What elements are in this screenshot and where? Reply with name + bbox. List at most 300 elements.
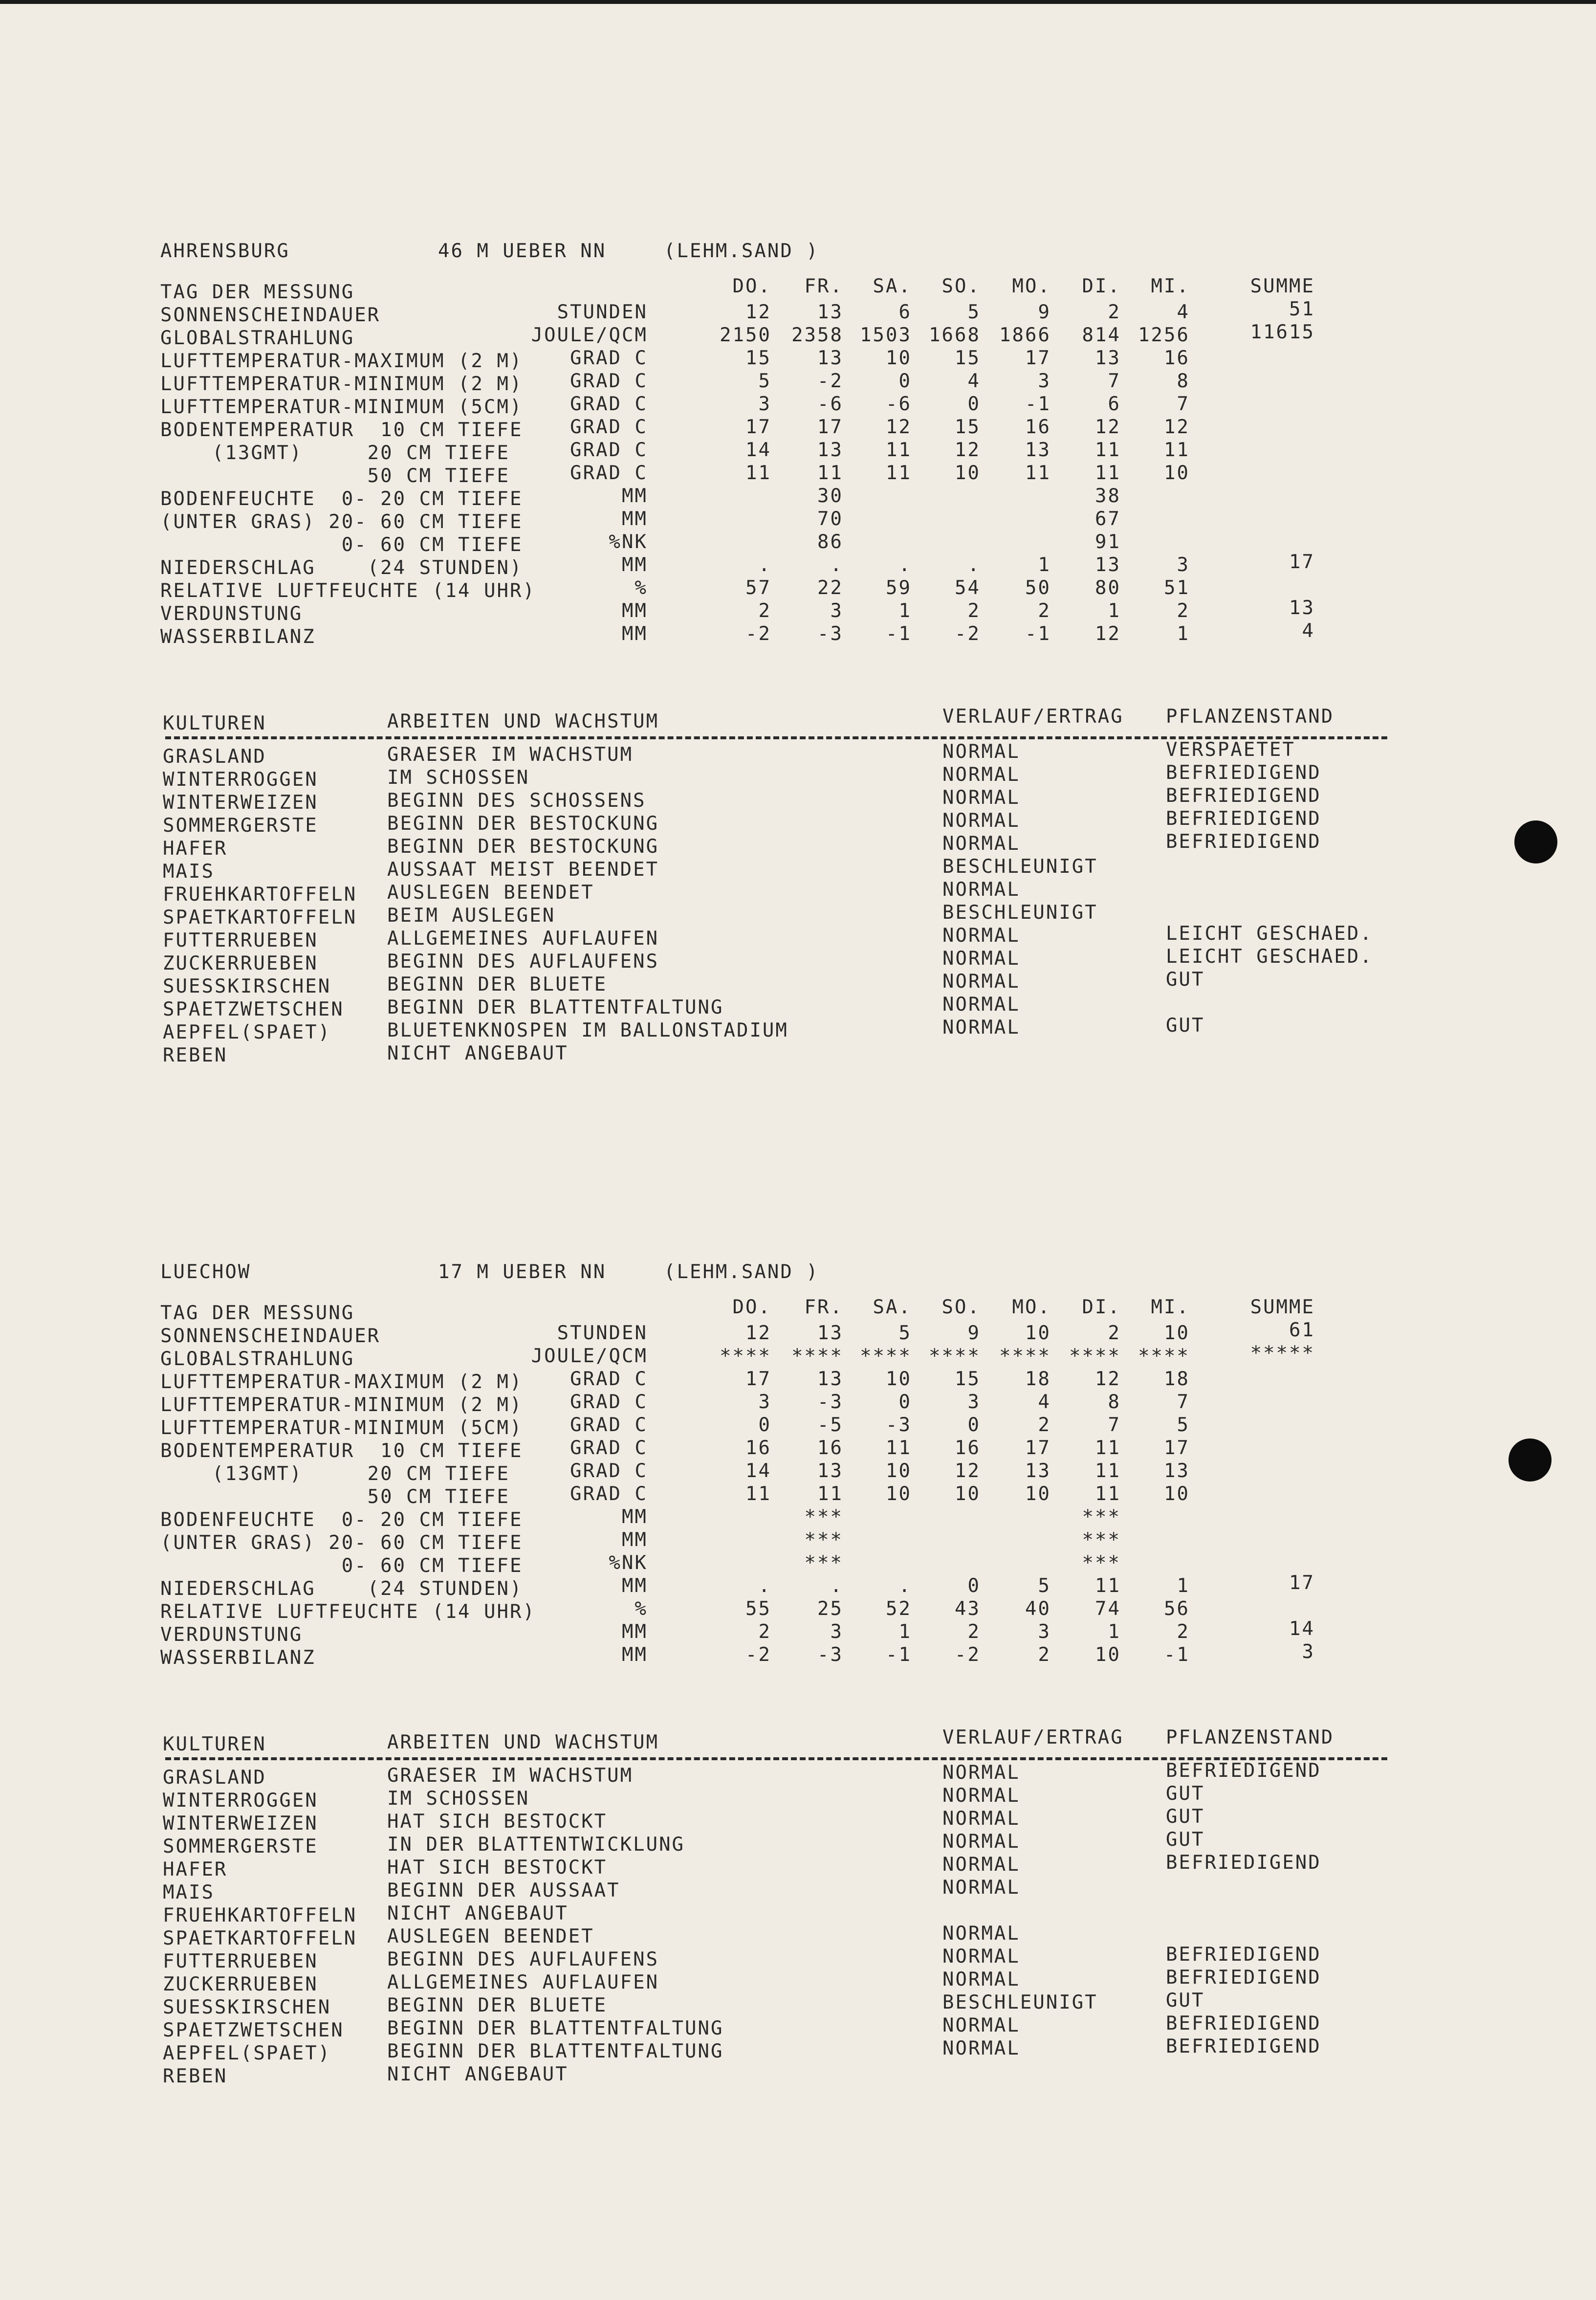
crop-name: GRASLAND: [163, 1767, 266, 1789]
measure-value: ***: [1082, 1506, 1121, 1528]
measure-label: 50 CM TIEFE: [160, 465, 510, 487]
punch-hole-upper: [1514, 820, 1557, 863]
measure-value: ****: [1069, 1345, 1121, 1367]
measure-value: -2: [955, 1644, 981, 1666]
crop-course: BESCHLEUNIGT: [942, 856, 1098, 878]
measure-value: 10: [886, 1368, 912, 1390]
crop-state: GUT: [1166, 1015, 1205, 1037]
crop-state: GUT: [1166, 1783, 1205, 1805]
measure-value: 11: [817, 462, 843, 484]
measure-label: NIEDERSCHLAG (24 STUNDEN): [160, 1578, 523, 1600]
measure-value: 12: [955, 1460, 981, 1482]
crop-state: GUT: [1166, 1829, 1205, 1851]
measure-label: WASSERBILANZ: [160, 626, 316, 648]
measure-value: 1: [1038, 554, 1051, 576]
crop-name: SPAETKARTOFFELN: [163, 1927, 357, 1949]
measure-value: 10: [1025, 1483, 1051, 1505]
measure-value: 7: [1177, 393, 1190, 415]
measure-value: 17: [745, 1368, 771, 1390]
measure-value: 25: [817, 1598, 843, 1620]
crop-work: BEGINN DER BLUETE: [387, 1994, 608, 2016]
measure-value: .: [830, 1575, 843, 1597]
crop-work: NICHT ANGEBAUT: [387, 1902, 568, 1924]
measure-value: .: [758, 1575, 771, 1597]
measure-value: 3: [1038, 370, 1051, 392]
measure-value: 10: [886, 1483, 912, 1505]
measure-value: 30: [817, 485, 843, 507]
measure-value: 3: [967, 1391, 981, 1413]
measure-value: 2: [1038, 1414, 1051, 1436]
measure-value: 3: [758, 393, 771, 415]
measure-value: 40: [1025, 1598, 1051, 1620]
measure-value: ***: [804, 1552, 843, 1574]
crop-work: GRAESER IM WACHSTUM: [387, 1765, 634, 1787]
measure-sum: 17: [1289, 551, 1315, 573]
measure-value: 11: [745, 1483, 771, 1505]
day-header: DI.: [1082, 1296, 1121, 1318]
measure-value: 0: [967, 1414, 981, 1436]
crop-name: SPAETZWETSCHEN: [163, 2019, 344, 2041]
measure-value: 11: [886, 439, 912, 461]
measure-unit: GRAD C: [570, 416, 648, 438]
measure-value: 9: [967, 1322, 981, 1344]
day-header: DO.: [732, 275, 771, 297]
measure-value: 16: [745, 1437, 771, 1459]
crop-name: HAFER: [163, 838, 228, 860]
measure-value: -2: [817, 370, 843, 392]
crop-state: BEFRIEDIGEND: [1166, 2035, 1321, 2057]
measure-label: (UNTER GRAS) 20- 60 CM TIEFE: [160, 511, 523, 533]
measure-value: 2: [1038, 600, 1051, 622]
measure-value: 7: [1108, 1414, 1121, 1436]
measure-label: WASSERBILANZ: [160, 1647, 316, 1669]
measure-value: -3: [817, 1644, 843, 1666]
measure-label: RELATIVE LUFTFEUCHTE (14 UHR): [160, 580, 536, 602]
crop-work: IM SCHOSSEN: [387, 767, 530, 789]
measure-value: 10: [1164, 1483, 1190, 1505]
measure-value: 16: [817, 1437, 843, 1459]
crop-state: LEICHT GESCHAED.: [1166, 923, 1373, 945]
crop-name: SOMMERGERSTE: [163, 1836, 318, 1858]
measure-value: -2: [745, 623, 771, 645]
measure-value: 52: [886, 1598, 912, 1620]
measure-value: 2: [758, 1621, 771, 1643]
measure-value: 10: [1025, 1322, 1051, 1344]
measure-unit: MM: [622, 1621, 648, 1643]
crop-state: BEFRIEDIGEND: [1166, 1760, 1321, 1782]
measure-unit: GRAD C: [570, 439, 648, 461]
measure-value: 12: [955, 439, 981, 461]
measure-label: NIEDERSCHLAG (24 STUNDEN): [160, 557, 523, 579]
measure-unit: MM: [622, 1575, 648, 1597]
measure-value: 38: [1095, 485, 1121, 507]
measure-label: (13GMT) 20 CM TIEFE: [160, 442, 510, 464]
measure-label: BODENFEUCHTE 0- 20 CM TIEFE: [160, 488, 523, 510]
measure-unit: MM: [622, 508, 648, 530]
measure-value: .: [967, 554, 981, 576]
measure-unit: GRAD C: [570, 1414, 648, 1436]
measure-sum: 3: [1302, 1641, 1315, 1663]
crop-work: BEGINN DER BESTOCKUNG: [387, 836, 659, 858]
measure-label: SONNENSCHEINDAUER: [160, 1325, 381, 1347]
measure-value: 3: [1038, 1621, 1051, 1643]
measure-value: 11: [745, 462, 771, 484]
measure-value: ****: [999, 1345, 1051, 1367]
measure-sum: 4: [1302, 620, 1315, 642]
day-header: FR.: [804, 1296, 843, 1318]
measure-value: ****: [791, 1345, 843, 1367]
measure-value: 9: [1038, 301, 1051, 323]
crop-name: FRUEHKARTOFFELN: [163, 884, 357, 906]
measure-value: 3: [830, 1621, 843, 1643]
measure-value: 5: [758, 370, 771, 392]
measure-value: ****: [860, 1345, 912, 1367]
measure-unit: %NK: [609, 1552, 648, 1574]
measure-value: 5: [1038, 1575, 1051, 1597]
crop-name: REBEN: [163, 2065, 228, 2087]
measure-value: 814: [1082, 324, 1121, 346]
crop-name: AEPFEL(SPAET): [163, 1021, 331, 1043]
measure-value: 15: [955, 416, 981, 438]
day-header: MO.: [1012, 1296, 1051, 1318]
day-header: SA.: [873, 1296, 912, 1318]
measure-unit: %NK: [609, 531, 648, 553]
measure-value: 11: [1095, 1575, 1121, 1597]
measure-value: .: [898, 554, 912, 576]
measure-value: 11: [1095, 1437, 1121, 1459]
measure-label: TAG DER MESSUNG: [160, 1302, 355, 1324]
crop-work: BEGINN DER BLATTENTFALTUNG: [387, 2017, 724, 2039]
measure-value: 6: [1108, 393, 1121, 415]
measure-value: 2: [758, 600, 771, 622]
measure-unit: MM: [622, 1529, 648, 1551]
crop-work: BEIM AUSLEGEN: [387, 905, 556, 927]
measure-value: 14: [745, 1460, 771, 1482]
measure-value: 80: [1095, 577, 1121, 599]
measure-value: 18: [1025, 1368, 1051, 1390]
measure-value: ****: [720, 1345, 771, 1367]
crop-name: ZUCKERRUEBEN: [163, 1973, 318, 1995]
measure-label: GLOBALSTRAHLUNG: [160, 1348, 355, 1370]
station-altitude: 17 M UEBER NN: [438, 1261, 607, 1283]
crop-name: WINTERROGGEN: [163, 1790, 318, 1812]
measure-value: 11: [817, 1483, 843, 1505]
measure-value: 5: [1177, 1414, 1190, 1436]
measure-value: ***: [1082, 1529, 1121, 1551]
crop-name: MAIS: [163, 861, 215, 883]
measure-value: 1: [1108, 1621, 1121, 1643]
crop-name: REBEN: [163, 1044, 228, 1066]
crop-course: NORMAL: [942, 810, 1020, 832]
measure-value: 4: [1177, 301, 1190, 323]
measure-value: 16: [1025, 416, 1051, 438]
measure-value: 2: [1038, 1644, 1051, 1666]
crop-state: VERSPAETET: [1166, 739, 1295, 761]
measure-value: ***: [804, 1506, 843, 1528]
crop-name: HAFER: [163, 1858, 228, 1880]
measure-value: 12: [1095, 416, 1121, 438]
measure-unit: STUNDEN: [557, 301, 648, 323]
day-header: DI.: [1082, 275, 1121, 297]
measure-value: -2: [745, 1644, 771, 1666]
crop-work: BEGINN DER BLUETE: [387, 973, 608, 995]
measure-label: VERDUNSTUNG: [160, 603, 303, 625]
measure-value: 15: [745, 347, 771, 369]
measure-value: -1: [886, 1644, 912, 1666]
measure-value: 1: [1177, 1575, 1190, 1597]
measure-unit: MM: [622, 600, 648, 622]
measure-value: -6: [886, 393, 912, 415]
measure-value: 1668: [929, 324, 981, 346]
measure-unit: STUNDEN: [557, 1322, 648, 1344]
crop-course: BESCHLEUNIGT: [942, 902, 1098, 924]
measure-label: LUFTTEMPERATUR-MINIMUM (5CM): [160, 396, 523, 418]
measure-value: 17: [745, 416, 771, 438]
measure-value: -1: [1025, 393, 1051, 415]
crop-state: BEFRIEDIGEND: [1166, 831, 1321, 853]
crop-course: NORMAL: [942, 948, 1020, 970]
measure-value: -6: [817, 393, 843, 415]
measure-sum: 14: [1289, 1618, 1315, 1640]
crops-header-stand: PFLANZENSTAND: [1166, 706, 1334, 728]
measure-value: 0: [967, 393, 981, 415]
crop-work: GRAESER IM WACHSTUM: [387, 744, 634, 766]
crop-name: WINTERWEIZEN: [163, 792, 318, 814]
crop-course: NORMAL: [942, 2037, 1020, 2059]
measure-unit: MM: [622, 485, 648, 507]
punch-hole-lower: [1509, 1438, 1552, 1482]
measure-value: 1866: [999, 324, 1051, 346]
crop-name: SOMMERGERSTE: [163, 815, 318, 837]
measure-label: (13GMT) 20 CM TIEFE: [160, 1463, 510, 1485]
measure-value: 6: [898, 301, 912, 323]
crop-course: NORMAL: [942, 1017, 1020, 1039]
measure-value: 5: [898, 1322, 912, 1344]
measure-value: 10: [1164, 462, 1190, 484]
day-header: DO.: [732, 1296, 771, 1318]
measure-value: 3: [758, 1391, 771, 1413]
measure-value: 11: [1095, 1460, 1121, 1482]
crop-course: NORMAL: [942, 1808, 1020, 1830]
day-header: MI.: [1151, 1296, 1190, 1318]
crops-header-arbeiten: ARBEITEN UND WACHSTUM: [387, 710, 659, 732]
measure-unit: GRAD C: [570, 1368, 648, 1390]
measure-value: .: [830, 554, 843, 576]
crop-work: BEGINN DER BLATTENTFALTUNG: [387, 2040, 724, 2062]
measure-unit: MM: [622, 1506, 648, 1528]
measure-value: 13: [817, 1460, 843, 1482]
measure-value: 10: [1095, 1644, 1121, 1666]
measure-value: 1256: [1138, 324, 1190, 346]
measure-value: 17: [817, 416, 843, 438]
crop-work: ALLGEMEINES AUFLAUFEN: [387, 928, 659, 950]
measure-value: -3: [886, 1414, 912, 1436]
crops-header-stand: PFLANZENSTAND: [1166, 1726, 1334, 1748]
crop-work: BEGINN DES AUFLAUFENS: [387, 1948, 659, 1970]
measure-value: 2358: [791, 324, 843, 346]
measure-value: ****: [1138, 1345, 1190, 1367]
crop-course: BESCHLEUNIGT: [942, 1991, 1098, 2013]
measure-value: 10: [886, 347, 912, 369]
day-header: MI.: [1151, 275, 1190, 297]
crop-state: LEICHT GESCHAED.: [1166, 946, 1373, 968]
crop-name: WINTERWEIZEN: [163, 1813, 318, 1835]
measure-value: 2: [1108, 301, 1121, 323]
station-soil-type: (LEHM.SAND ): [664, 1261, 819, 1283]
crop-work: AUSLEGEN BEENDET: [387, 882, 594, 904]
measure-value: .: [758, 554, 771, 576]
measure-value: 2: [967, 600, 981, 622]
measure-value: 16: [955, 1437, 981, 1459]
measure-value: 12: [745, 1322, 771, 1344]
measure-value: 2: [1108, 1322, 1121, 1344]
crop-state: BEFRIEDIGEND: [1166, 1944, 1321, 1966]
measure-value: 10: [1164, 1322, 1190, 1344]
crop-name: ZUCKERRUEBEN: [163, 952, 318, 974]
crop-course: NORMAL: [942, 1831, 1020, 1853]
crop-work: IM SCHOSSEN: [387, 1788, 530, 1810]
crop-name: FUTTERRUEBEN: [163, 1950, 318, 1972]
crop-name: SUESSKIRSCHEN: [163, 975, 331, 997]
measure-value: 15: [955, 1368, 981, 1390]
measure-value: 55: [745, 1598, 771, 1620]
crop-name: SUESSKIRSCHEN: [163, 1996, 331, 2018]
measure-value: -3: [817, 1391, 843, 1413]
crop-name: SPAETKARTOFFELN: [163, 907, 357, 929]
measure-unit: GRAD C: [570, 347, 648, 369]
measure-unit: GRAD C: [570, 393, 648, 415]
measure-value: 11: [1025, 462, 1051, 484]
station-name: LUECHOW: [160, 1261, 251, 1283]
crop-state: BEFRIEDIGEND: [1166, 808, 1321, 830]
measure-value: 11: [1095, 462, 1121, 484]
crops-header-verlauf: VERLAUF/ERTRAG: [942, 706, 1124, 728]
measure-value: 13: [817, 439, 843, 461]
measure-value: 16: [1164, 347, 1190, 369]
sum-header: SUMME: [1250, 275, 1315, 297]
measure-unit: GRAD C: [570, 370, 648, 392]
measure-value: -3: [817, 623, 843, 645]
measure-value: 4: [1038, 1391, 1051, 1413]
crop-course: NORMAL: [942, 1785, 1020, 1807]
measure-value: 13: [1164, 1460, 1190, 1482]
measure-value: 10: [955, 1483, 981, 1505]
measure-sum: 11615: [1250, 321, 1315, 343]
crop-course: NORMAL: [942, 787, 1020, 809]
crop-course: NORMAL: [942, 879, 1020, 901]
measure-label: LUFTTEMPERATUR-MINIMUM (2 M): [160, 373, 523, 395]
measure-value: 1: [1108, 600, 1121, 622]
measure-value: -2: [955, 623, 981, 645]
measure-value: 5: [967, 301, 981, 323]
crop-work: HAT SICH BESTOCKT: [387, 1857, 608, 1879]
crop-work: IN DER BLATTENTWICKLUNG: [387, 1834, 685, 1856]
station-altitude: 46 M UEBER NN: [438, 240, 607, 262]
crop-course: NORMAL: [942, 971, 1020, 993]
crop-state: BEFRIEDIGEND: [1166, 762, 1321, 784]
measure-unit: %: [634, 1598, 648, 1620]
measure-value: 1503: [860, 324, 912, 346]
measure-unit: MM: [622, 1644, 648, 1666]
measure-unit: JOULE/QCM: [531, 324, 648, 346]
measure-value: 54: [955, 577, 981, 599]
measure-value: 13: [817, 1368, 843, 1390]
measure-value: 0: [967, 1575, 981, 1597]
measure-label: BODENTEMPERATUR 10 CM TIEFE: [160, 419, 523, 441]
measure-sum: 51: [1289, 298, 1315, 320]
crop-course: NORMAL: [942, 1923, 1020, 1945]
crop-name: GRASLAND: [163, 746, 266, 768]
measure-value: 10: [955, 462, 981, 484]
measure-value: 17: [1025, 347, 1051, 369]
crop-name: SPAETZWETSCHEN: [163, 998, 344, 1020]
measure-value: 11: [1095, 1483, 1121, 1505]
measure-unit: MM: [622, 623, 648, 645]
measure-value: 11: [886, 462, 912, 484]
crop-course: NORMAL: [942, 833, 1020, 855]
measure-value: 1: [1177, 623, 1190, 645]
measure-value: 12: [1095, 1368, 1121, 1390]
crops-header-verlauf: VERLAUF/ERTRAG: [942, 1726, 1124, 1748]
measure-value: 74: [1095, 1598, 1121, 1620]
crop-course: NORMAL: [942, 925, 1020, 947]
crop-work: BEGINN DER AUSSAAT: [387, 1880, 620, 1902]
crop-course: NORMAL: [942, 1968, 1020, 1990]
measure-label: LUFTTEMPERATUR-MINIMUM (2 M): [160, 1394, 523, 1416]
measure-sum: 13: [1289, 597, 1315, 619]
crop-course: NORMAL: [942, 1946, 1020, 1968]
crop-work: BEGINN DER BLATTENTFALTUNG: [387, 996, 724, 1018]
measure-unit: %: [634, 577, 648, 599]
measure-value: 12: [1164, 416, 1190, 438]
measure-value: 12: [886, 416, 912, 438]
measure-value: 12: [1095, 623, 1121, 645]
measure-sum: *****: [1250, 1342, 1315, 1364]
measure-value: 8: [1177, 370, 1190, 392]
measure-value: -1: [886, 623, 912, 645]
measure-value: 0: [898, 1391, 912, 1413]
measure-label: RELATIVE LUFTFEUCHTE (14 UHR): [160, 1601, 536, 1623]
crop-state: BEFRIEDIGEND: [1166, 2012, 1321, 2035]
crops-header-kulturen: KULTUREN: [163, 1733, 266, 1755]
measure-value: 11: [886, 1437, 912, 1459]
measure-value: 70: [817, 508, 843, 530]
measure-value: 59: [886, 577, 912, 599]
day-header: SA.: [873, 275, 912, 297]
measure-value: ***: [1082, 1552, 1121, 1574]
crop-state: BEFRIEDIGEND: [1166, 785, 1321, 807]
crop-course: NORMAL: [942, 741, 1020, 763]
measure-value: 8: [1108, 1391, 1121, 1413]
crop-work: NICHT ANGEBAUT: [387, 1042, 568, 1064]
crop-name: AEPFEL(SPAET): [163, 2042, 331, 2064]
measure-value: 13: [1095, 554, 1121, 576]
measure-value: 3: [1177, 554, 1190, 576]
measure-sum: 17: [1289, 1572, 1315, 1594]
measure-unit: GRAD C: [570, 1483, 648, 1505]
measure-value: 0: [758, 1414, 771, 1436]
measure-value: ****: [929, 1345, 981, 1367]
crop-work: BEGINN DES AUFLAUFENS: [387, 951, 659, 973]
measure-label: 0- 60 CM TIEFE: [160, 534, 523, 556]
crop-state: BEFRIEDIGEND: [1166, 1967, 1321, 1989]
measure-value: 4: [967, 370, 981, 392]
measure-label: 50 CM TIEFE: [160, 1486, 510, 1508]
measure-value: -1: [1025, 623, 1051, 645]
crop-work: AUSLEGEN BEENDET: [387, 1925, 594, 1947]
measure-value: 13: [817, 347, 843, 369]
measure-value: 11: [1164, 439, 1190, 461]
